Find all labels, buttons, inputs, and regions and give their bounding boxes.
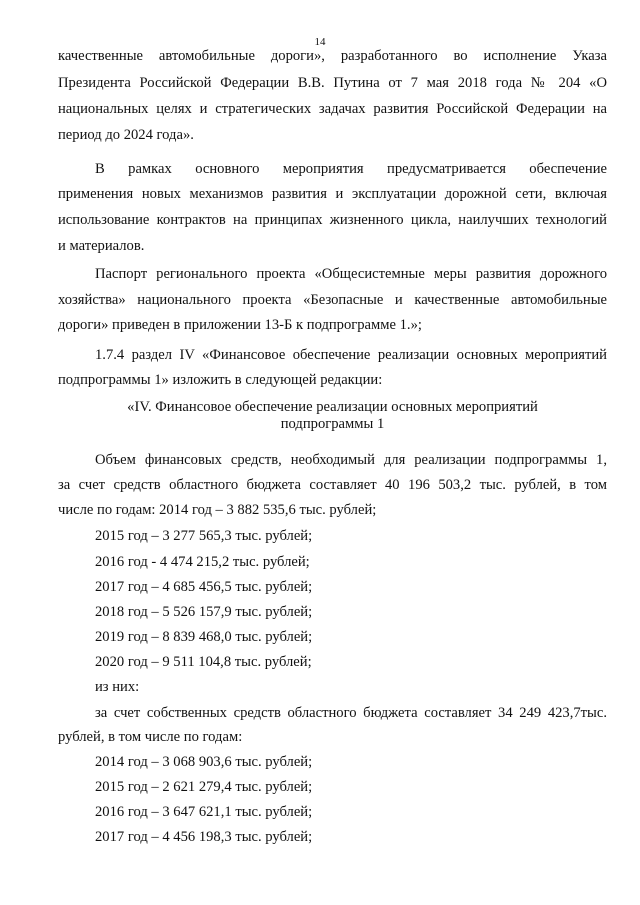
paragraph-line: и материалов. (58, 238, 145, 254)
iz-nih-label: из них: (95, 679, 140, 695)
page-number: 14 (314, 36, 326, 48)
paragraph-line: применения новых механизмов развития и эксплуатации дорожной сети, включая (58, 186, 607, 202)
paragraph-line: хозяйства» национального проекта «Безопасные и качественные автомобильные (58, 292, 607, 308)
year-line: 2020 год – 9 511 104,8 тыс. рублей; (95, 654, 312, 670)
year-line: 2016 год - 4 474 215,2 тыс. рублей; (95, 554, 310, 570)
paragraph-line: Президента Российской Федерации В.В. Путина от 7 мая 2018 года № 204 «О (58, 75, 607, 91)
paragraph-line: использование контрактов на принципах жизненного цикла, наилучших технологий (58, 212, 607, 228)
paragraph-line: Объем финансовых средств, необходимый для реализации подпрограммы 1, (95, 452, 607, 468)
paragraph-line: за счет собственных средств областного бюджета составляет 34 249 423,7тыс. (95, 705, 607, 721)
paragraph-line: период до 2024 года». (58, 127, 194, 143)
paragraph-line: качественные автомобильные дороги», разработанного во исполнение Указа (58, 48, 607, 64)
year-line: 2017 год – 4 685 456,5 тыс. рублей; (95, 579, 313, 595)
year-line: 2014 год – 3 068 903,6 тыс. рублей; (95, 754, 313, 770)
paragraph-line: 1.7.4 раздел IV «Финансовое обеспечение реализации основных мероприятий (95, 347, 607, 363)
paragraph-line: В рамках основного мероприятия предусматривается обеспечение (95, 161, 607, 177)
year-line: 2017 год – 4 456 198,3 тыс. рублей; (95, 829, 313, 845)
paragraph-line: Паспорт регионального проекта «Общесистемные меры развития дорожного (95, 266, 607, 282)
section-heading: «IV. Финансовое обеспечение реализации основных мероприятий (127, 399, 538, 415)
year-line: 2015 год – 2 621 279,4 тыс. рублей; (95, 779, 313, 795)
paragraph-line: за счет средств областного бюджета составляет 40 196 503,2 тыс. рублей, в том (58, 477, 607, 493)
year-line: 2015 год – 3 277 565,3 тыс. рублей; (95, 528, 313, 544)
paragraph-line: национальных целях и стратегических задачах развития Российской Федерации на (58, 101, 607, 117)
year-line: 2016 год – 3 647 621,1 тыс. рублей; (95, 804, 313, 820)
paragraph-line: дороги» приведен в приложении 13-Б к подпрограмме 1.»; (58, 317, 422, 333)
section-heading: подпрограммы 1 (280, 416, 385, 432)
year-line: 2018 год – 5 526 157,9 тыс. рублей; (95, 604, 313, 620)
paragraph-line: подпрограммы 1» изложить в следующей редакции: (58, 372, 383, 388)
paragraph-line: числе по годам: 2014 год – 3 882 535,6 тыс. рублей; (58, 502, 377, 518)
paragraph-line: рублей, в том числе по годам: (58, 729, 243, 745)
year-line: 2019 год – 8 839 468,0 тыс. рублей; (95, 629, 313, 645)
